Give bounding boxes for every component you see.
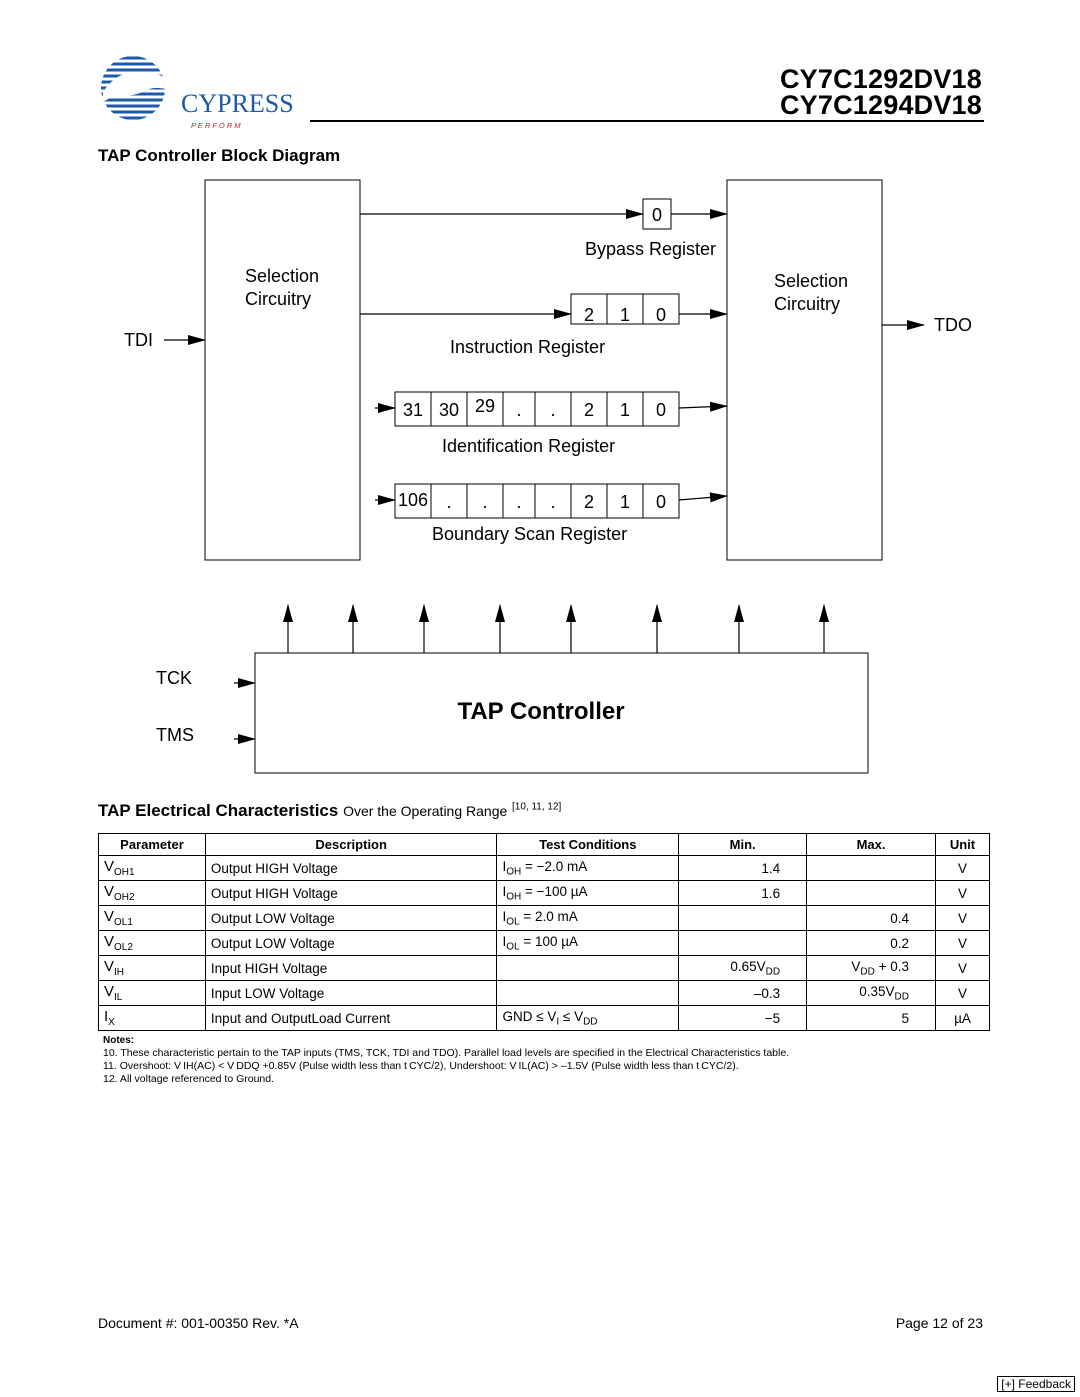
param-cell: $V_{OH1}$ xyxy=(99,856,206,881)
table-header-row xyxy=(99,834,990,856)
unit-cell: V xyxy=(936,956,990,981)
param-cell: $I_X$ xyxy=(99,1006,206,1031)
electrical-title: TAP Electrical Characteristics Over the Operating Range [10, 11, 12] xyxy=(98,801,562,820)
instruction-register-label: Instruction Register xyxy=(450,337,606,357)
min-cell xyxy=(679,906,807,931)
unit-cell: V xyxy=(936,881,990,906)
svg-text:.: . xyxy=(482,492,488,512)
param-cell: $V_{OL2}$ xyxy=(99,931,206,956)
part-number-1: CY7C1292DV18 xyxy=(779,64,982,94)
svg-text:.: . xyxy=(446,492,452,512)
cond-cell: $I_{OL} = 2.0$ mA xyxy=(497,906,679,931)
desc-cell: Output HIGH Voltage xyxy=(205,881,497,906)
tap-controller-label: TAP Controller xyxy=(457,698,625,725)
right-selection-label-2: Circuitry xyxy=(774,294,840,314)
table-row xyxy=(99,856,990,881)
max-cell: 5 xyxy=(807,1006,936,1031)
col-max: Max. xyxy=(807,834,936,856)
min-cell xyxy=(679,931,807,956)
svg-text:1: 1 xyxy=(619,492,631,512)
table-row xyxy=(99,931,990,956)
max-cell: 0.2 xyxy=(807,931,936,956)
feedback-link[interactable]: [+] Feedback xyxy=(997,1376,1075,1392)
desc-cell: Input HIGH Voltage xyxy=(205,956,497,981)
min-cell: −5 xyxy=(679,1006,807,1031)
desc-cell: Input LOW Voltage xyxy=(205,981,497,1006)
svg-text:.: . xyxy=(516,492,522,512)
table-row xyxy=(99,956,990,981)
param-cell: $V_{IL}$ xyxy=(99,981,206,1006)
svg-text:.: . xyxy=(516,400,522,420)
boundary-scan-register-label: Boundary Scan Register xyxy=(432,524,628,544)
svg-text:0: 0 xyxy=(651,205,663,225)
desc-cell: Output LOW Voltage xyxy=(205,931,497,956)
svg-text:CYPRESS: CYPRESS xyxy=(181,89,294,118)
svg-text:29: 29 xyxy=(474,396,496,416)
svg-text:0: 0 xyxy=(655,400,667,420)
svg-text:106: 106 xyxy=(397,490,429,510)
note-10: 10. These characteristic pertain to the TAP inputs (TMS, TCK, TDI and TDO). Parallel load levels are specified in the Electrical Characteristics table. xyxy=(103,1047,790,1059)
svg-text:30: 30 xyxy=(438,400,460,420)
header-rule xyxy=(310,120,984,122)
col-description: Description xyxy=(205,834,497,856)
unit-cell: µA xyxy=(936,1006,990,1031)
part-number-2: CY7C1294DV18 xyxy=(779,90,982,120)
cypress-logo xyxy=(95,52,295,132)
svg-text:1: 1 xyxy=(619,305,631,325)
svg-text:P E R F O R M: P E R F O R M xyxy=(191,121,241,130)
param-cell: $V_{OL1}$ xyxy=(99,906,206,931)
bypass-register-label: Bypass Register xyxy=(585,239,717,259)
col-test-conditions: Test Conditions xyxy=(497,834,679,856)
table-row xyxy=(99,881,990,906)
unit-cell: V xyxy=(936,856,990,881)
min-cell: $0.65V_{DD}$ xyxy=(679,956,807,981)
unit-cell: V xyxy=(936,981,990,1006)
cond-cell xyxy=(497,981,679,1006)
tdi-label: TDI xyxy=(124,330,153,350)
page-number: Page 12 of 23 xyxy=(895,1315,983,1331)
tms-label: TMS xyxy=(156,725,194,745)
max-cell: $V_{DD} + 0.3$ xyxy=(807,956,936,981)
right-selection-label-1: Selection xyxy=(774,271,849,291)
tdo-label: TDO xyxy=(934,315,972,335)
unit-cell: V xyxy=(936,931,990,956)
cond-cell: $I_{OH} = -100$ µA xyxy=(497,881,679,906)
identification-register-label: Identification Register xyxy=(442,436,616,456)
cond-cell: $I_{OL} = 100$ µA xyxy=(497,931,679,956)
svg-text:2: 2 xyxy=(583,400,595,420)
min-cell: –0.3 xyxy=(679,981,807,1006)
cond-cell: GND ≤ $V_I \le V_{DD}$ xyxy=(497,1006,679,1031)
left-selection-label-1: Selection xyxy=(245,266,320,286)
desc-cell: Output LOW Voltage xyxy=(205,906,497,931)
table-row xyxy=(99,906,990,931)
svg-text:31: 31 xyxy=(402,400,424,420)
right-selection-block xyxy=(727,180,882,560)
desc-cell: Input and OutputLoad Current xyxy=(205,1006,497,1031)
col-min: Min. xyxy=(679,834,807,856)
max-cell xyxy=(807,881,936,906)
note-12: 12. All voltage referenced to Ground. xyxy=(103,1073,275,1085)
notes-label: Notes: xyxy=(103,1035,135,1046)
svg-text:0: 0 xyxy=(655,305,667,325)
svg-text:2: 2 xyxy=(583,492,595,512)
left-selection-label-2: Circuitry xyxy=(245,289,311,309)
max-cell xyxy=(807,856,936,881)
max-cell: $0.35V_{DD}$ xyxy=(807,981,936,1006)
svg-text:2: 2 xyxy=(583,305,595,325)
left-selection-block xyxy=(205,180,360,560)
tap-block-diagram xyxy=(0,170,1080,790)
table-row xyxy=(99,1006,990,1031)
diagram-title: TAP Controller Block Diagram xyxy=(98,146,341,165)
svg-text:0: 0 xyxy=(655,492,667,512)
param-cell: $V_{OH2}$ xyxy=(99,881,206,906)
unit-cell: V xyxy=(936,906,990,931)
document-number: Document #: 001-00350 Rev. *A xyxy=(98,1315,299,1331)
col-parameter: Parameter xyxy=(99,834,206,856)
desc-cell: Output HIGH Voltage xyxy=(205,856,497,881)
svg-text:.: . xyxy=(550,492,556,512)
param-cell: $V_{IH}$ xyxy=(99,956,206,981)
notes xyxy=(103,1034,983,1086)
note-11: 11. Overshoot: V IH(AC) < V DDQ +0.85V (Pulse width less than t CYC/2), Undershoot: V IL(AC) > –1.5V (Pulse width less than t CYC/2). xyxy=(103,1060,739,1072)
tck-label: TCK xyxy=(156,668,192,688)
tap-electrical-table xyxy=(98,833,990,1031)
table-row xyxy=(99,981,990,1006)
col-unit: Unit xyxy=(936,834,990,856)
cond-cell: $I_{OH} = -2.0$ mA xyxy=(497,856,679,881)
svg-text:1: 1 xyxy=(619,400,631,420)
min-cell: 1.4 xyxy=(679,856,807,881)
svg-text:.: . xyxy=(550,400,556,420)
cond-cell xyxy=(497,956,679,981)
max-cell: 0.4 xyxy=(807,906,936,931)
min-cell: 1.6 xyxy=(679,881,807,906)
